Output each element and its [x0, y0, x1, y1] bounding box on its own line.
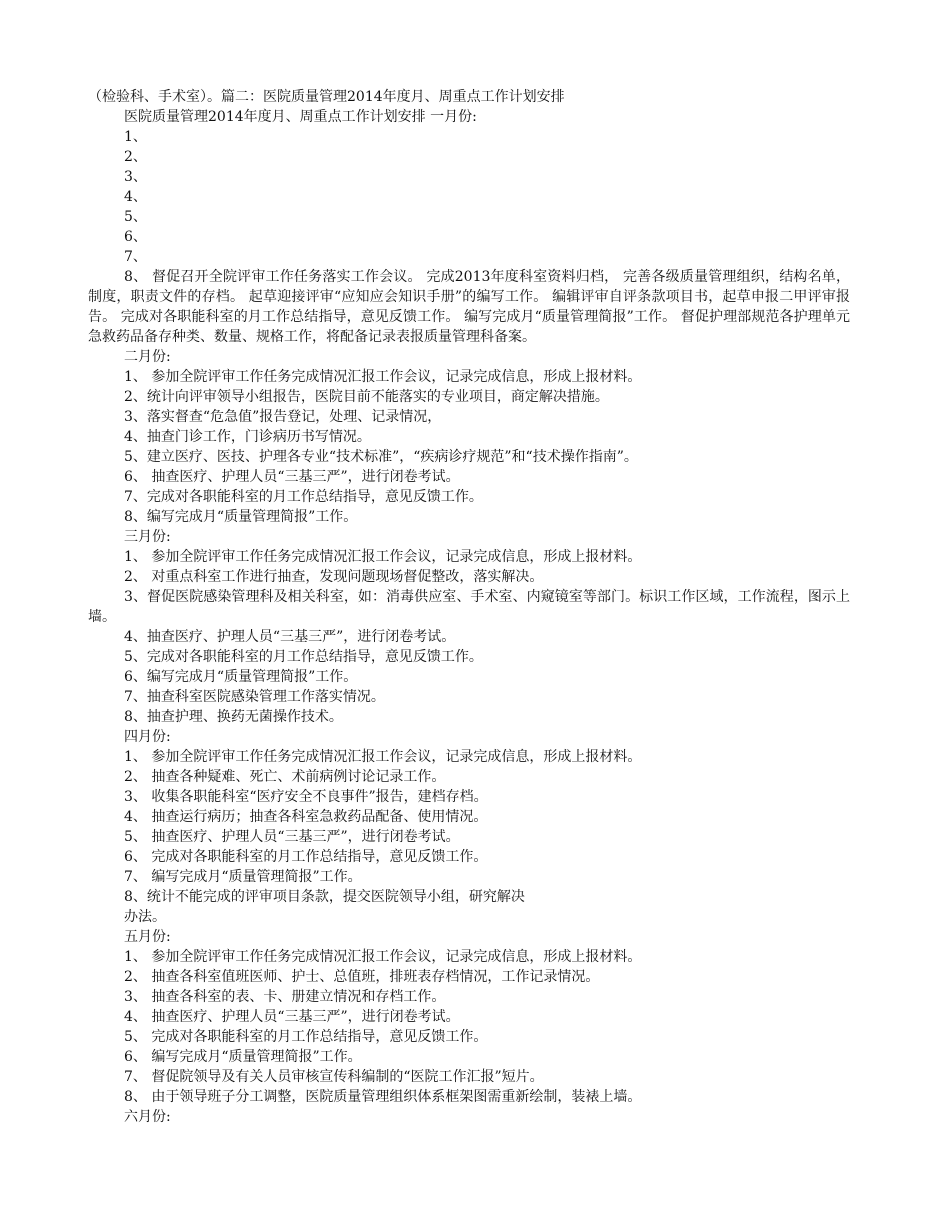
list-item: 6、 完成对各职能科室的月工作总结指导，意见反馈工作。	[124, 849, 488, 865]
list-item: 1、 参加全院评审工作任务完成情况汇报工作会议，记录完成信息，形成上报材料。	[124, 549, 642, 565]
list-item: 4、 抽查运行病历；抽查各科室急救药品配备、使用情况。	[124, 809, 488, 825]
list-item: 2、统计向评审领导小组报告，医院目前不能落实的专业项目，商定解决措施。	[124, 389, 609, 405]
list-item: 8、编写完成月“质量管理简报”工作。	[124, 509, 358, 525]
list-item: 3、	[124, 169, 147, 185]
list-item: 2、 抽查各科室值班医师、护士、总值班，排班表存档情况，工作记录情况。	[124, 969, 600, 985]
list-item: 3、督促医院感染管理科及相关科室，如：消毒供应室、手术室、内窥镜室等部门。标识工作区域，工作流程，图示上墙。	[88, 589, 850, 625]
list-item: 6、编写完成月“质量管理简报”工作。	[124, 669, 358, 685]
list-item: 6、 编写完成月“质量管理简报”工作。	[124, 1049, 362, 1065]
list-item: 4、抽查门诊工作，门诊病历书写情况。	[124, 429, 371, 445]
month-heading: 六月份:	[124, 1109, 171, 1125]
list-item: 8、抽查护理、换药无菌操作技术。	[124, 709, 343, 725]
month-heading: 四月份:	[124, 729, 171, 745]
list-item: 6、 抽查医疗、护理人员“三基三严”，进行闭卷考试。	[124, 469, 460, 485]
list-item: 8、 由于领导班子分工调整，医院质量管理组织体系框架图需重新绘制，装裱上墙。	[124, 1089, 642, 1105]
list-item: 4、抽查医疗、护理人员“三基三严”，进行闭卷考试。	[124, 629, 456, 645]
list-item: 1、 参加全院评审工作任务完成情况汇报工作会议，记录完成信息，形成上报材料。	[124, 749, 642, 765]
list-item: 1、	[124, 129, 147, 145]
list-item: 6、	[124, 229, 147, 245]
list-item: 5、建立医疗、医技、护理各专业“技术标准”，“疾病诊疗规范”和“技术操作指南”。	[124, 449, 638, 465]
list-item: 7、抽查科室医院感染管理工作落实情况。	[124, 689, 385, 705]
list-item: 5、 完成对各职能科室的月工作总结指导，意见反馈工作。	[124, 1029, 488, 1045]
list-item: 3、 收集各职能科室“医疗安全不良事件”报告，建档存档。	[124, 789, 488, 805]
list-item: 1、 参加全院评审工作任务完成情况汇报工作会议，记录完成信息，形成上报材料。	[124, 949, 642, 965]
list-item-continuation: 办法。	[124, 909, 166, 925]
list-item: 2、 对重点科室工作进行抽查，发现问题现场督促整改，落实解决。	[124, 569, 544, 585]
list-item: 7、完成对各职能科室的月工作总结指导，意见反馈工作。	[124, 489, 483, 505]
list-item: 2、 抽查各种疑难、死亡、术前病例讨论记录工作。	[124, 769, 446, 785]
list-item: 8、统计不能完成的评审项目条款，提交医院领导小组，研究解决	[124, 889, 525, 905]
list-item: 5、完成对各职能科室的月工作总结指导，意见反馈工作。	[124, 649, 483, 665]
list-item: 1、 参加全院评审工作任务完成情况汇报工作会议，记录完成信息，形成上报材料。	[124, 369, 642, 385]
list-item: 8、 督促召开全院评审工作任务落实工作会议。 完成2013年度科室资料归档， 完善各级质量管理组织，结构名单，制度，职责文件的存档。 起草迎接评审“应知应会知识手册”的编写工作。 编辑评审自评条款项目书，起草申报二甲评审报告。 完成对各职能科室的月工作总结指导，意见反馈工作。 编写完成月“质量管理简报”工作。 督促护理部规范各护理单元急救药品备存种类、数量、规格工作，将配备记录表报质量管理科备案。	[88, 269, 850, 345]
list-item: 3、落实督查“危急值”报告登记，处理、记录情况，	[124, 409, 442, 425]
list-item: 4、	[124, 189, 147, 205]
month-heading: 三月份:	[124, 529, 171, 545]
list-item: 5、	[124, 209, 147, 225]
list-item: 2、	[124, 149, 147, 165]
list-item: 5、 抽查医疗、护理人员“三基三严”，进行闭卷考试。	[124, 829, 460, 845]
list-item: 7、 督促院领导及有关人员审核宣传科编制的“医院工作汇报”短片。	[124, 1069, 544, 1085]
intro-line: （检验科、手术室）。篇二：医院质量管理2014年度月、周重点工作计划安排	[88, 89, 565, 105]
list-item: 7、	[124, 249, 147, 265]
list-item: 4、 抽查医疗、护理人员“三基三严”，进行闭卷考试。	[124, 1009, 460, 1025]
list-item: 3、 抽查各科室的表、卡、册建立情况和存档工作。	[124, 989, 446, 1005]
document-body	[88, 87, 850, 1127]
month-heading: 二月份:	[124, 349, 171, 365]
month-heading: 五月份:	[124, 929, 171, 945]
list-item: 7、 编写完成月“质量管理简报”工作。	[124, 869, 362, 885]
plan-title: 医院质量管理2014年度月、周重点工作计划安排 一月份:	[124, 109, 477, 125]
